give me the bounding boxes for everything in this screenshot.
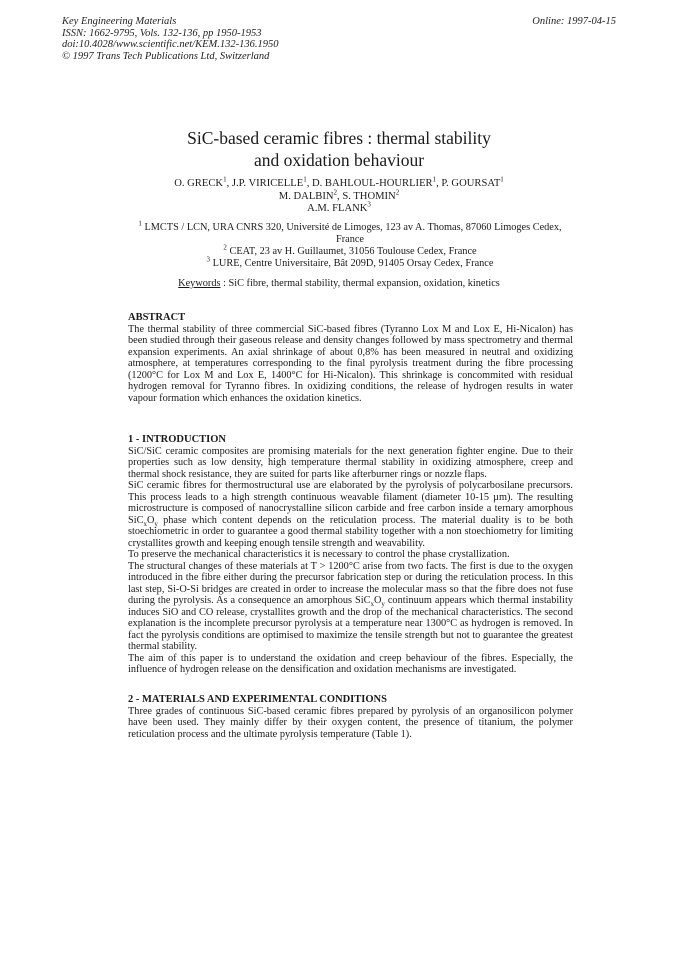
intro-paragraph-4: The structural changes of these materials at T > 1200°C arise from two facts. The first is due to the oxygen introduced in the fibre either during the precursor fabrication step or during the reticulation process. In this last step, Si-O-Si bridges are created in order to increase the molecular mass so that the fibre does not fuse during the pyrolysis. As a consequence an amorphous $SiC_xO_y$ continuum appears which thermal instability induces SiO and CO release, crystallites growth and the drop of the mechanical characteristics. The second explanation is the incomplete precursor pyrolysis at a temperature near 1300°C as hydrogen is removed. In fact the pyrolysis conditions are optimised to maximize the tensile strength but not to guarantee the greatest thermal stability. <box>128 560 573 652</box>
intro-paragraph-2: SiC ceramic fibres for thermostructural use are elaborated by the pyrolysis of polycarbosilane precursors. This process leads to a high strength continuous weavable filament (diameter 10-15 µm). The resulting microstructure is composed of nanocrystalline silicon carbide and free carbon inside a ternary amorphous $SiC_xO_y$ phase which content depends on the reticulation process. The material duality is to be both stoechiometric in order to guarantee a good thermal stability together with a non stoechiometry for limiting crystallites growth and keeping enough tensile strength and weavability. <box>128 480 573 549</box>
abstract-heading: ABSTRACT <box>128 312 186 323</box>
journal-name: Key Engineering Materials <box>62 16 177 27</box>
affiliation-1: $^1$ LMCTS / LCN, URA CNRS 320, Université de Limoges, 123 av A. Thomas, 87060 Limoges Cedex, France <box>138 219 562 245</box>
introduction-section <box>128 434 573 676</box>
author-list <box>0 175 678 216</box>
issn-line: ISSN: 1662-9795, Vols. 132-136, pp 1950-1953 <box>62 27 262 39</box>
affiliation-3: $^3$ LURE, Centre Universitaire, Bât 209D, 91405 Orsay Cedex, France <box>206 255 494 269</box>
affiliation-2: $^2$ CEAT, 23 av H. Guillaumet, 31056 Toulouse Cedex, France <box>223 243 477 257</box>
online-date: Online: 1997-04-15 <box>532 16 616 27</box>
title-line-1: SiC-based ceramic fibres : thermal stability <box>187 128 491 148</box>
copyright-line: © 1997 Trans Tech Publications Ltd, Switzerland <box>62 50 270 62</box>
doi-line: doi:10.4028/www.scientific.net/KEM.132-136.1950 <box>62 39 279 50</box>
intro-paragraph-5: The aim of this paper is to understand the oxidation and creep behaviour of the fibres. Especially, the influence of hydrogen release on the densification and oxidation mechanisms are investigated. <box>128 652 573 675</box>
journal-header <box>62 16 279 62</box>
materials-heading: 2 - MATERIALS AND EXPERIMENTAL CONDITIONS <box>128 694 387 705</box>
affiliations <box>130 219 570 270</box>
keywords-text: : SiC fibre, thermal stability, thermal expansion, oxidation, kinetics <box>220 278 500 289</box>
author-line-3: A.M. FLANK$^3$ <box>307 200 371 214</box>
materials-paragraph-1: Three grades of continuous SiC-based ceramic fibres prepared by pyrolysis of an organosilicon polymer have been used. They mainly differ by their oxygen content, the presence of titanium, the polymer reticulation process and the ultimate pyrolysis temperature (Table 1). <box>128 705 573 740</box>
abstract-body: The thermal stability of three commercial SiC-based fibres (Tyranno Lox M and Lox E, Hi-Nicalon) has been studied through their gaseous release and density changes followed by mass spectrometry and thermal expansion experiments. An axial shrinkage of about 0,8% has been measured in neutral and oxidizing atmosphere, at temperatures corresponding to the final pyrolysis treatment during the fibre processing (1200°C for Lox M and Lox E, 1400°C for Hi-Nicalon). This shrinkage is concommited with residual hydrogen removal for Tyranno fibres. In oxidizing conditions, the release of hydrogen results in water vapour formation which enhances the oxidation kinetics. <box>128 323 573 404</box>
materials-section <box>128 694 573 740</box>
keywords <box>0 278 678 289</box>
keywords-label: Keywords <box>178 278 221 289</box>
author-line-1: O. GRECK$^1$, J.P. VIRICELLE$^1$, D. BAHLOUL-HOURLIER$^1$, P. GOURSAT$^1$ <box>174 175 504 189</box>
intro-paragraph-3: To preserve the mechanical characteristics it is necessary to control the phase crystallization. <box>128 549 510 560</box>
title-line-2: and oxidation behaviour <box>253 150 425 170</box>
introduction-heading: 1 - INTRODUCTION <box>128 434 227 445</box>
paper-title <box>0 127 678 171</box>
author-line-2: M. DALBIN$^2$, S. THOMIN$^2$ <box>278 187 400 202</box>
intro-paragraph-1: SiC/SiC ceramic composites are promising materials for the next generation fighter engine. Due to their properties such as low density, high temperature thermal stability in oxidizing atmosphere, creep and thermal shock resistance, they are suited for parts like afterburner rings or nozzle flaps. <box>128 445 573 480</box>
abstract-section <box>128 312 573 404</box>
